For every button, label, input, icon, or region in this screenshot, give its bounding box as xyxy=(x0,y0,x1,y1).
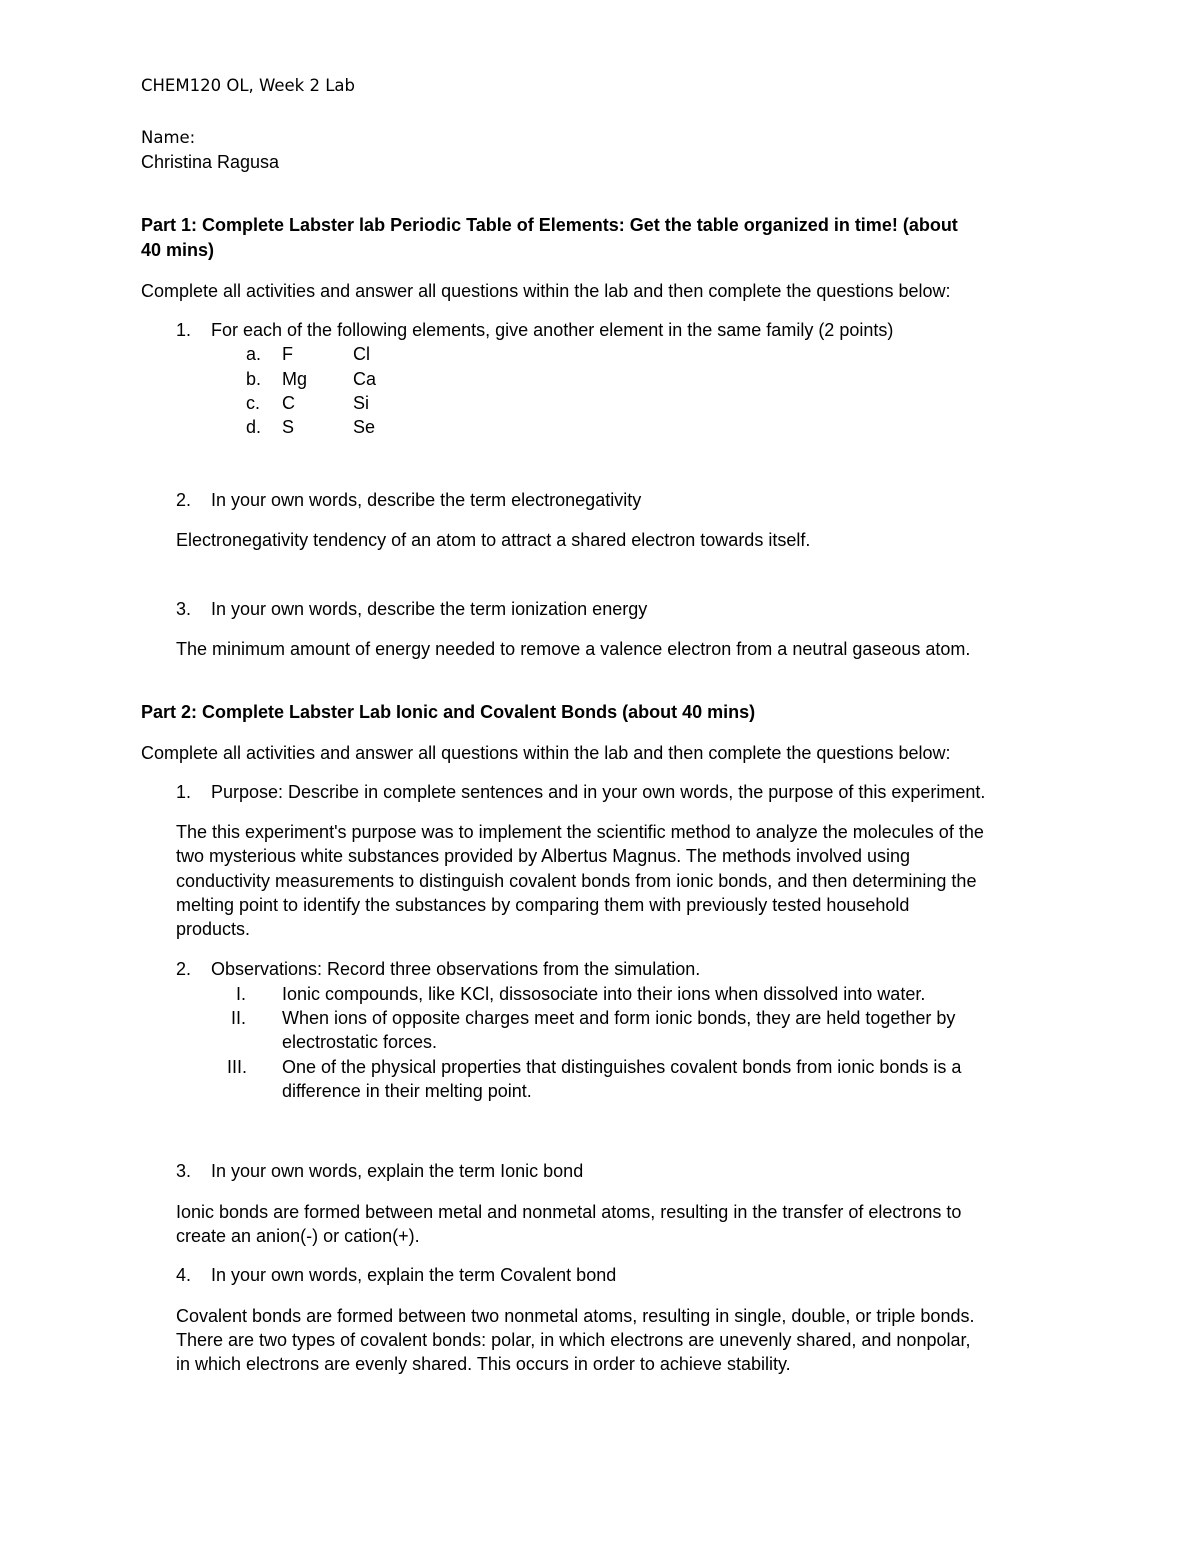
answer-line: in which electrons are evenly shared. This occurs in order to achieve stability. xyxy=(176,1354,791,1374)
part2-heading: Part 2: Complete Labster Lab Ionic and Covalent Bonds (about 40 mins) xyxy=(141,702,756,722)
part1-q1-number: 1. xyxy=(176,320,192,340)
list-item-numeral: III. xyxy=(227,1057,248,1077)
part2-q1-number: 1. xyxy=(176,782,192,802)
name-label: Name: xyxy=(141,128,196,147)
answer-line: melting point to identify the substances by comparing them with previously tested household xyxy=(176,895,910,915)
list-item-answer: Si xyxy=(353,393,370,413)
list-item: One of the physical properties that distinguishes covalent bonds from ionic bonds is a xyxy=(282,1057,962,1077)
part2-q4-text: In your own words, explain the term Covalent bond xyxy=(211,1265,617,1285)
part1-heading-line1: Part 1: Complete Labster lab Periodic Table of Elements: Get the table organized in time! (about xyxy=(141,215,958,235)
list-item-answer: Cl xyxy=(353,344,370,364)
answer-line: There are two types of covalent bonds: polar, in which electrons are unevenly shared, and nonpolar, xyxy=(176,1330,971,1350)
part2-q3-number: 3. xyxy=(176,1161,192,1181)
student-name: Christina Ragusa xyxy=(141,152,280,172)
part1-q3-text: In your own words, describe the term ionization energy xyxy=(211,599,648,619)
answer-line: products. xyxy=(176,919,251,939)
list-item-answer: Se xyxy=(353,417,376,437)
list-item-continued: electrostatic forces. xyxy=(282,1032,438,1052)
part1-q2-number: 2. xyxy=(176,490,192,510)
list-item-element: F xyxy=(282,344,293,364)
part2-q2-text: Observations: Record three observations from the simulation. xyxy=(211,959,701,979)
list-item: Ionic compounds, like KCl, dissosociate into their ions when dissolved into water. xyxy=(282,984,926,1004)
part1-q1-text: For each of the following elements, give another element in the same family (2 points) xyxy=(211,320,894,340)
part1-heading-line2: 40 mins) xyxy=(141,240,215,260)
course-header: CHEM120 OL, Week 2 Lab xyxy=(141,76,355,95)
list-item-numeral: I. xyxy=(236,984,247,1004)
list-item-letter: b. xyxy=(246,369,262,389)
list-item-answer: Ca xyxy=(353,369,377,389)
answer-line: conductivity measurements to distinguish covalent bonds from ionic bonds, and then determining the xyxy=(176,871,977,891)
list-item-element: C xyxy=(282,393,295,413)
list-item: When ions of opposite charges meet and form ionic bonds, they are held together by xyxy=(282,1008,956,1028)
list-item-element: Mg xyxy=(282,369,308,389)
list-item-numeral: II. xyxy=(231,1008,247,1028)
list-item-letter: a. xyxy=(246,344,262,364)
part1-q3-number: 3. xyxy=(176,599,192,619)
list-item-element: S xyxy=(282,417,295,437)
part2-q4-number: 4. xyxy=(176,1265,192,1285)
part2-q3-text: In your own words, explain the term Ionic bond xyxy=(211,1161,584,1181)
part1-q2-text: In your own words, describe the term electronegativity xyxy=(211,490,642,510)
part2-intro: Complete all activities and answer all questions within the lab and then complete the questions below: xyxy=(141,743,951,763)
answer-line: create an anion(-) or cation(+). xyxy=(176,1226,420,1246)
part1-q2-answer: Electronegativity tendency of an atom to attract a shared electron towards itself. xyxy=(176,530,811,550)
answer-line: Ionic bonds are formed between metal and nonmetal atoms, resulting in the transfer of electrons to xyxy=(176,1202,962,1222)
part2-q2-number: 2. xyxy=(176,959,192,979)
list-item-letter: d. xyxy=(246,417,262,437)
answer-line: two mysterious white substances provided by Albertus Magnus. The methods involved using xyxy=(176,846,911,866)
list-item-letter: c. xyxy=(246,393,261,413)
part1-intro: Complete all activities and answer all questions within the lab and then complete the questions below: xyxy=(141,281,951,301)
answer-line: The this experiment's purpose was to implement the scientific method to analyze the molecules of the xyxy=(176,822,984,842)
part1-q3-answer: The minimum amount of energy needed to remove a valence electron from a neutral gaseous atom. xyxy=(176,639,971,659)
part2-q1-text: Purpose: Describe in complete sentences and in your own words, the purpose of this experiment. xyxy=(211,782,986,802)
list-item-continued: difference in their melting point. xyxy=(282,1081,532,1101)
answer-line: Covalent bonds are formed between two nonmetal atoms, resulting in single, double, or triple bonds. xyxy=(176,1306,975,1326)
